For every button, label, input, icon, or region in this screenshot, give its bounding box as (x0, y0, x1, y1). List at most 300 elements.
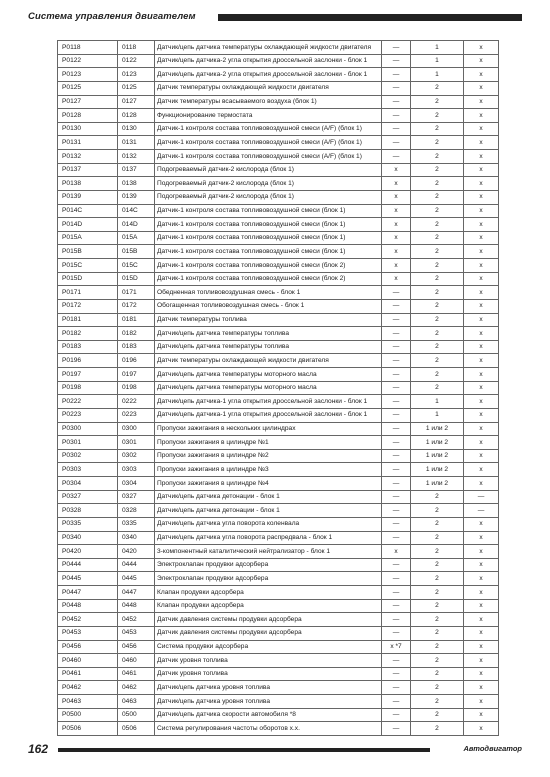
description-cell: Датчик/цепь датчика температуры топлива (155, 327, 382, 341)
code-std-cell: P0223 (58, 408, 118, 422)
trips-cell: 2 (411, 572, 464, 586)
table-row (58, 504, 499, 518)
code-std-cell: P0118 (58, 41, 118, 55)
code-mfr-cell: 0181 (118, 313, 155, 327)
description-cell: Датчик/цепь датчика уровня топлива (155, 695, 382, 709)
readiness-cell: x (464, 150, 499, 164)
trips-cell: 2 (411, 695, 464, 709)
trips-cell: 1 (411, 408, 464, 422)
code-std-cell: P0448 (58, 599, 118, 613)
readiness-cell: x (464, 531, 499, 545)
table-row (58, 545, 499, 559)
table-row (58, 299, 499, 313)
table-row (58, 395, 499, 409)
description-cell: Датчик/цепь датчика-1 угла открытия дроссельной заслонки - блок 1 (155, 408, 382, 422)
mil-cell: — (382, 95, 411, 109)
readiness-cell: x (464, 122, 499, 136)
code-std-cell: P0222 (58, 395, 118, 409)
description-cell: Датчик/цепь датчика детонации - блок 1 (155, 504, 382, 518)
code-std-cell: P015A (58, 231, 118, 245)
code-std-cell: P0125 (58, 81, 118, 95)
description-cell: Датчик уровня топлива (155, 654, 382, 668)
readiness-cell: x (464, 136, 499, 150)
mil-cell: x (382, 259, 411, 273)
code-mfr-cell: 0445 (118, 572, 155, 586)
table-row (58, 204, 499, 218)
readiness-cell: x (464, 667, 499, 681)
description-cell: Датчик уровня топлива (155, 667, 382, 681)
trips-cell: 2 (411, 667, 464, 681)
table-row (58, 218, 499, 232)
description-cell: Система регулирования частоты оборотов х.х. (155, 722, 382, 736)
trips-cell: 1 (411, 68, 464, 82)
table-row (58, 408, 499, 422)
mil-cell: — (382, 41, 411, 55)
code-mfr-cell: 0420 (118, 545, 155, 559)
readiness-cell: x (464, 299, 499, 313)
code-mfr-cell: 0171 (118, 286, 155, 300)
mil-cell: — (382, 477, 411, 491)
description-cell: Датчик температуры охлаждающей жидкости двигателя (155, 81, 382, 95)
table-row (58, 109, 499, 123)
mil-cell: — (382, 517, 411, 531)
readiness-cell: x (464, 163, 499, 177)
readiness-cell: x (464, 313, 499, 327)
mil-cell: — (382, 681, 411, 695)
code-mfr-cell: 0500 (118, 708, 155, 722)
table-row (58, 150, 499, 164)
mil-cell: — (382, 504, 411, 518)
readiness-cell: x (464, 708, 499, 722)
publisher-brand: Автодвигатор (463, 744, 522, 753)
readiness-cell: x (464, 231, 499, 245)
table-row (58, 517, 499, 531)
table-row (58, 667, 499, 681)
table-row (58, 463, 499, 477)
readiness-cell: x (464, 381, 499, 395)
description-cell: Датчик температуры топлива (155, 313, 382, 327)
table-row (58, 41, 499, 55)
code-std-cell: P0172 (58, 299, 118, 313)
mil-cell: x (382, 231, 411, 245)
mil-cell: x (382, 218, 411, 232)
description-cell: Электроклапан продувки адсорбера (155, 558, 382, 572)
description-cell: Клапан продувки адсорбера (155, 586, 382, 600)
code-mfr-cell: 014C (118, 204, 155, 218)
table-row (58, 190, 499, 204)
table-row (58, 695, 499, 709)
mil-cell: — (382, 54, 411, 68)
readiness-cell: x (464, 245, 499, 259)
description-cell: Датчик/цепь датчика-2 угла открытия дроссельной заслонки - блок 1 (155, 54, 382, 68)
mil-cell: — (382, 667, 411, 681)
table-row (58, 68, 499, 82)
description-cell: Клапан продувки адсорбера (155, 599, 382, 613)
trips-cell: 1 (411, 41, 464, 55)
trips-cell: 2 (411, 190, 464, 204)
mil-cell: — (382, 354, 411, 368)
readiness-cell: x (464, 259, 499, 273)
mil-cell: — (382, 368, 411, 382)
mil-cell: — (382, 586, 411, 600)
dtc-table-body (58, 41, 499, 736)
code-mfr-cell: 0128 (118, 109, 155, 123)
description-cell: 3-компонентный каталитический нейтрализатор - блок 1 (155, 545, 382, 559)
table-row (58, 422, 499, 436)
table-row (58, 245, 499, 259)
trips-cell: 2 (411, 81, 464, 95)
trips-cell: 2 (411, 327, 464, 341)
page-number: 162 (28, 742, 49, 756)
trips-cell: 2 (411, 586, 464, 600)
footer-rule (58, 748, 430, 752)
trips-cell: 1 или 2 (411, 449, 464, 463)
trips-cell: 1 (411, 395, 464, 409)
trips-cell: 2 (411, 545, 464, 559)
table-row (58, 586, 499, 600)
readiness-cell: x (464, 218, 499, 232)
table-row (58, 477, 499, 491)
code-std-cell: P0445 (58, 572, 118, 586)
description-cell: Пропуски зажигания в цилиндре №3 (155, 463, 382, 477)
code-mfr-cell: 0137 (118, 163, 155, 177)
trips-cell: 2 (411, 163, 464, 177)
trips-cell: 2 (411, 218, 464, 232)
description-cell: Функционирование термостата (155, 109, 382, 123)
description-cell: Датчик-1 контроля состава топливовоздушной смеси (блок 2) (155, 259, 382, 273)
description-cell: Пропуски зажигания в нескольких цилиндрах (155, 422, 382, 436)
code-mfr-cell: 0198 (118, 381, 155, 395)
description-cell: Система продувки адсорбера (155, 640, 382, 654)
code-mfr-cell: 0139 (118, 190, 155, 204)
code-std-cell: P0197 (58, 368, 118, 382)
readiness-cell: x (464, 463, 499, 477)
trips-cell: 2 (411, 626, 464, 640)
readiness-cell: x (464, 340, 499, 354)
readiness-cell: x (464, 177, 499, 191)
mil-cell: — (382, 81, 411, 95)
code-std-cell: P0182 (58, 327, 118, 341)
trips-cell: 2 (411, 599, 464, 613)
code-mfr-cell: 0460 (118, 654, 155, 668)
dtc-table (57, 40, 499, 736)
trips-cell: 2 (411, 177, 464, 191)
trips-cell: 2 (411, 517, 464, 531)
mil-cell: — (382, 722, 411, 736)
table-row (58, 286, 499, 300)
trips-cell: 2 (411, 722, 464, 736)
readiness-cell: x (464, 109, 499, 123)
code-mfr-cell: 0196 (118, 354, 155, 368)
trips-cell: 2 (411, 286, 464, 300)
mil-cell: — (382, 68, 411, 82)
description-cell: Датчик-1 контроля состава топливовоздушной смеси (блок 1) (155, 231, 382, 245)
code-std-cell: P0303 (58, 463, 118, 477)
code-mfr-cell: 0447 (118, 586, 155, 600)
table-row (58, 122, 499, 136)
trips-cell: 2 (411, 272, 464, 286)
mil-cell: — (382, 558, 411, 572)
description-cell: Пропуски зажигания в цилиндре №4 (155, 477, 382, 491)
code-mfr-cell: 015A (118, 231, 155, 245)
code-mfr-cell: 0130 (118, 122, 155, 136)
code-std-cell: P0447 (58, 586, 118, 600)
table-row (58, 449, 499, 463)
mil-cell: — (382, 313, 411, 327)
trips-cell: 2 (411, 504, 464, 518)
code-mfr-cell: 0197 (118, 368, 155, 382)
code-mfr-cell: 0138 (118, 177, 155, 191)
code-mfr-cell: 0328 (118, 504, 155, 518)
description-cell: Датчик-1 контроля состава топливовоздушной смеси (блок 1) (155, 218, 382, 232)
code-std-cell: P0132 (58, 150, 118, 164)
code-std-cell: P0196 (58, 354, 118, 368)
mil-cell: — (382, 449, 411, 463)
code-std-cell: P0127 (58, 95, 118, 109)
code-std-cell: P0300 (58, 422, 118, 436)
readiness-cell: x (464, 190, 499, 204)
description-cell: Обедненная топливовоздушная смесь - блок 1 (155, 286, 382, 300)
code-std-cell: P0122 (58, 54, 118, 68)
mil-cell: x (382, 204, 411, 218)
readiness-cell: x (464, 68, 499, 82)
code-mfr-cell: 0506 (118, 722, 155, 736)
mil-cell: — (382, 490, 411, 504)
mil-cell: x (382, 163, 411, 177)
readiness-cell: x (464, 368, 499, 382)
code-std-cell: P0130 (58, 122, 118, 136)
readiness-cell: x (464, 204, 499, 218)
readiness-cell: x (464, 558, 499, 572)
code-std-cell: P0123 (58, 68, 118, 82)
trips-cell: 2 (411, 231, 464, 245)
code-mfr-cell: 0462 (118, 681, 155, 695)
table-row (58, 722, 499, 736)
code-std-cell: P0171 (58, 286, 118, 300)
description-cell: Датчик/цепь датчика детонации - блок 1 (155, 490, 382, 504)
table-row (58, 95, 499, 109)
mil-cell: — (382, 136, 411, 150)
code-std-cell: P0181 (58, 313, 118, 327)
code-std-cell: P0340 (58, 531, 118, 545)
trips-cell: 2 (411, 245, 464, 259)
trips-cell: 2 (411, 136, 464, 150)
code-mfr-cell: 0302 (118, 449, 155, 463)
code-std-cell: P0453 (58, 626, 118, 640)
readiness-cell: x (464, 54, 499, 68)
mil-cell: x (382, 190, 411, 204)
code-mfr-cell: 0463 (118, 695, 155, 709)
mil-cell: — (382, 626, 411, 640)
mil-cell: x (382, 245, 411, 259)
readiness-cell: x (464, 626, 499, 640)
mil-cell: — (382, 599, 411, 613)
description-cell: Подогреваемый датчик-2 кислорода (блок 1) (155, 190, 382, 204)
code-std-cell: P0500 (58, 708, 118, 722)
code-mfr-cell: 0303 (118, 463, 155, 477)
readiness-cell: x (464, 354, 499, 368)
readiness-cell: x (464, 395, 499, 409)
table-row (58, 259, 499, 273)
code-std-cell: P0138 (58, 177, 118, 191)
description-cell: Датчик/цепь датчика-1 угла открытия дроссельной заслонки - блок 1 (155, 395, 382, 409)
code-std-cell: P0460 (58, 654, 118, 668)
readiness-cell: x (464, 599, 499, 613)
description-cell: Датчик температуры охлаждающей жидкости двигателя (155, 354, 382, 368)
description-cell: Датчик/цепь датчика температуры моторного масла (155, 381, 382, 395)
readiness-cell: x (464, 422, 499, 436)
table-row (58, 599, 499, 613)
table-row (58, 490, 499, 504)
code-mfr-cell: 0444 (118, 558, 155, 572)
code-mfr-cell: 0127 (118, 95, 155, 109)
description-cell: Датчик-1 контроля состава топливовоздушной смеси (A/F) (блок 1) (155, 150, 382, 164)
trips-cell: 2 (411, 109, 464, 123)
description-cell: Датчик/цепь датчика температуры топлива (155, 340, 382, 354)
code-std-cell: P0506 (58, 722, 118, 736)
readiness-cell: x (464, 640, 499, 654)
code-std-cell: P0304 (58, 477, 118, 491)
description-cell: Датчик/цепь датчика уровня топлива (155, 681, 382, 695)
table-row (58, 640, 499, 654)
trips-cell: 2 (411, 558, 464, 572)
readiness-cell: x (464, 545, 499, 559)
table-row (58, 654, 499, 668)
mil-cell: — (382, 436, 411, 450)
mil-cell: x (382, 177, 411, 191)
trips-cell: 2 (411, 354, 464, 368)
mil-cell: — (382, 299, 411, 313)
code-std-cell: P0461 (58, 667, 118, 681)
description-cell: Датчик/цепь датчика угла поворота коленвала (155, 517, 382, 531)
readiness-cell: x (464, 41, 499, 55)
trips-cell: 2 (411, 708, 464, 722)
description-cell: Датчик/цепь датчика скорости автомобиля *8 (155, 708, 382, 722)
code-mfr-cell: 015B (118, 245, 155, 259)
description-cell: Пропуски зажигания в цилиндре №1 (155, 436, 382, 450)
description-cell: Датчик температуры всасываемого воздуха (блок 1) (155, 95, 382, 109)
mil-cell: — (382, 381, 411, 395)
table-row (58, 81, 499, 95)
page-header (28, 11, 522, 25)
readiness-cell: x (464, 286, 499, 300)
trips-cell: 2 (411, 490, 464, 504)
table-row (58, 531, 499, 545)
mil-cell: — (382, 708, 411, 722)
readiness-cell: x (464, 477, 499, 491)
description-cell: Электроклапан продувки адсорбера (155, 572, 382, 586)
trips-cell: 2 (411, 259, 464, 273)
trips-cell: 2 (411, 681, 464, 695)
code-mfr-cell: 0183 (118, 340, 155, 354)
trips-cell: 2 (411, 640, 464, 654)
code-mfr-cell: 015D (118, 272, 155, 286)
trips-cell: 1 (411, 54, 464, 68)
table-row (58, 613, 499, 627)
readiness-cell: — (464, 490, 499, 504)
table-row (58, 626, 499, 640)
trips-cell: 2 (411, 204, 464, 218)
mil-cell: x *7 (382, 640, 411, 654)
table-row (58, 681, 499, 695)
description-cell: Датчик/цепь датчика угла поворота распредвала - блок 1 (155, 531, 382, 545)
description-cell: Датчик-1 контроля состава топливовоздушной смеси (блок 1) (155, 245, 382, 259)
mil-cell: — (382, 695, 411, 709)
table-row (58, 327, 499, 341)
code-mfr-cell: 0122 (118, 54, 155, 68)
code-std-cell: P0463 (58, 695, 118, 709)
code-mfr-cell: 0340 (118, 531, 155, 545)
code-std-cell: P015B (58, 245, 118, 259)
table-row (58, 163, 499, 177)
table-row (58, 354, 499, 368)
code-std-cell: P0327 (58, 490, 118, 504)
trips-cell: 1 или 2 (411, 463, 464, 477)
table-row (58, 558, 499, 572)
description-cell: Пропуски зажигания в цилиндре №2 (155, 449, 382, 463)
trips-cell: 2 (411, 299, 464, 313)
description-cell: Датчик давления системы продувки адсорбера (155, 613, 382, 627)
readiness-cell: x (464, 613, 499, 627)
trips-cell: 2 (411, 313, 464, 327)
code-mfr-cell: 0300 (118, 422, 155, 436)
readiness-cell: x (464, 572, 499, 586)
code-std-cell: P0131 (58, 136, 118, 150)
trips-cell: 1 или 2 (411, 477, 464, 491)
table-row (58, 368, 499, 382)
code-mfr-cell: 0132 (118, 150, 155, 164)
code-mfr-cell: 0452 (118, 613, 155, 627)
description-cell: Датчик-1 контроля состава топливовоздушной смеси (A/F) (блок 1) (155, 122, 382, 136)
readiness-cell: x (464, 517, 499, 531)
mil-cell: — (382, 531, 411, 545)
header-rule (218, 14, 522, 21)
code-mfr-cell: 0456 (118, 640, 155, 654)
code-mfr-cell: 0304 (118, 477, 155, 491)
code-mfr-cell: 0223 (118, 408, 155, 422)
mil-cell: — (382, 327, 411, 341)
code-std-cell: P0462 (58, 681, 118, 695)
mil-cell: — (382, 395, 411, 409)
code-std-cell: P0301 (58, 436, 118, 450)
table-row (58, 340, 499, 354)
mil-cell: — (382, 122, 411, 136)
readiness-cell: x (464, 95, 499, 109)
code-std-cell: P0198 (58, 381, 118, 395)
code-mfr-cell: 015C (118, 259, 155, 273)
code-mfr-cell: 0448 (118, 599, 155, 613)
table-row (58, 136, 499, 150)
table-row (58, 231, 499, 245)
description-cell: Датчик/цепь датчика-2 угла открытия дроссельной заслонки - блок 1 (155, 68, 382, 82)
mil-cell: — (382, 422, 411, 436)
readiness-cell: x (464, 654, 499, 668)
trips-cell: 2 (411, 613, 464, 627)
mil-cell: — (382, 613, 411, 627)
table-row (58, 381, 499, 395)
code-mfr-cell: 014D (118, 218, 155, 232)
code-std-cell: P015C (58, 259, 118, 273)
mil-cell: — (382, 150, 411, 164)
description-cell: Подогреваемый датчик-2 кислорода (блок 1) (155, 177, 382, 191)
readiness-cell: x (464, 449, 499, 463)
code-mfr-cell: 0327 (118, 490, 155, 504)
table-row (58, 708, 499, 722)
code-std-cell: P0128 (58, 109, 118, 123)
mil-cell: — (382, 340, 411, 354)
code-mfr-cell: 0123 (118, 68, 155, 82)
trips-cell: 2 (411, 654, 464, 668)
